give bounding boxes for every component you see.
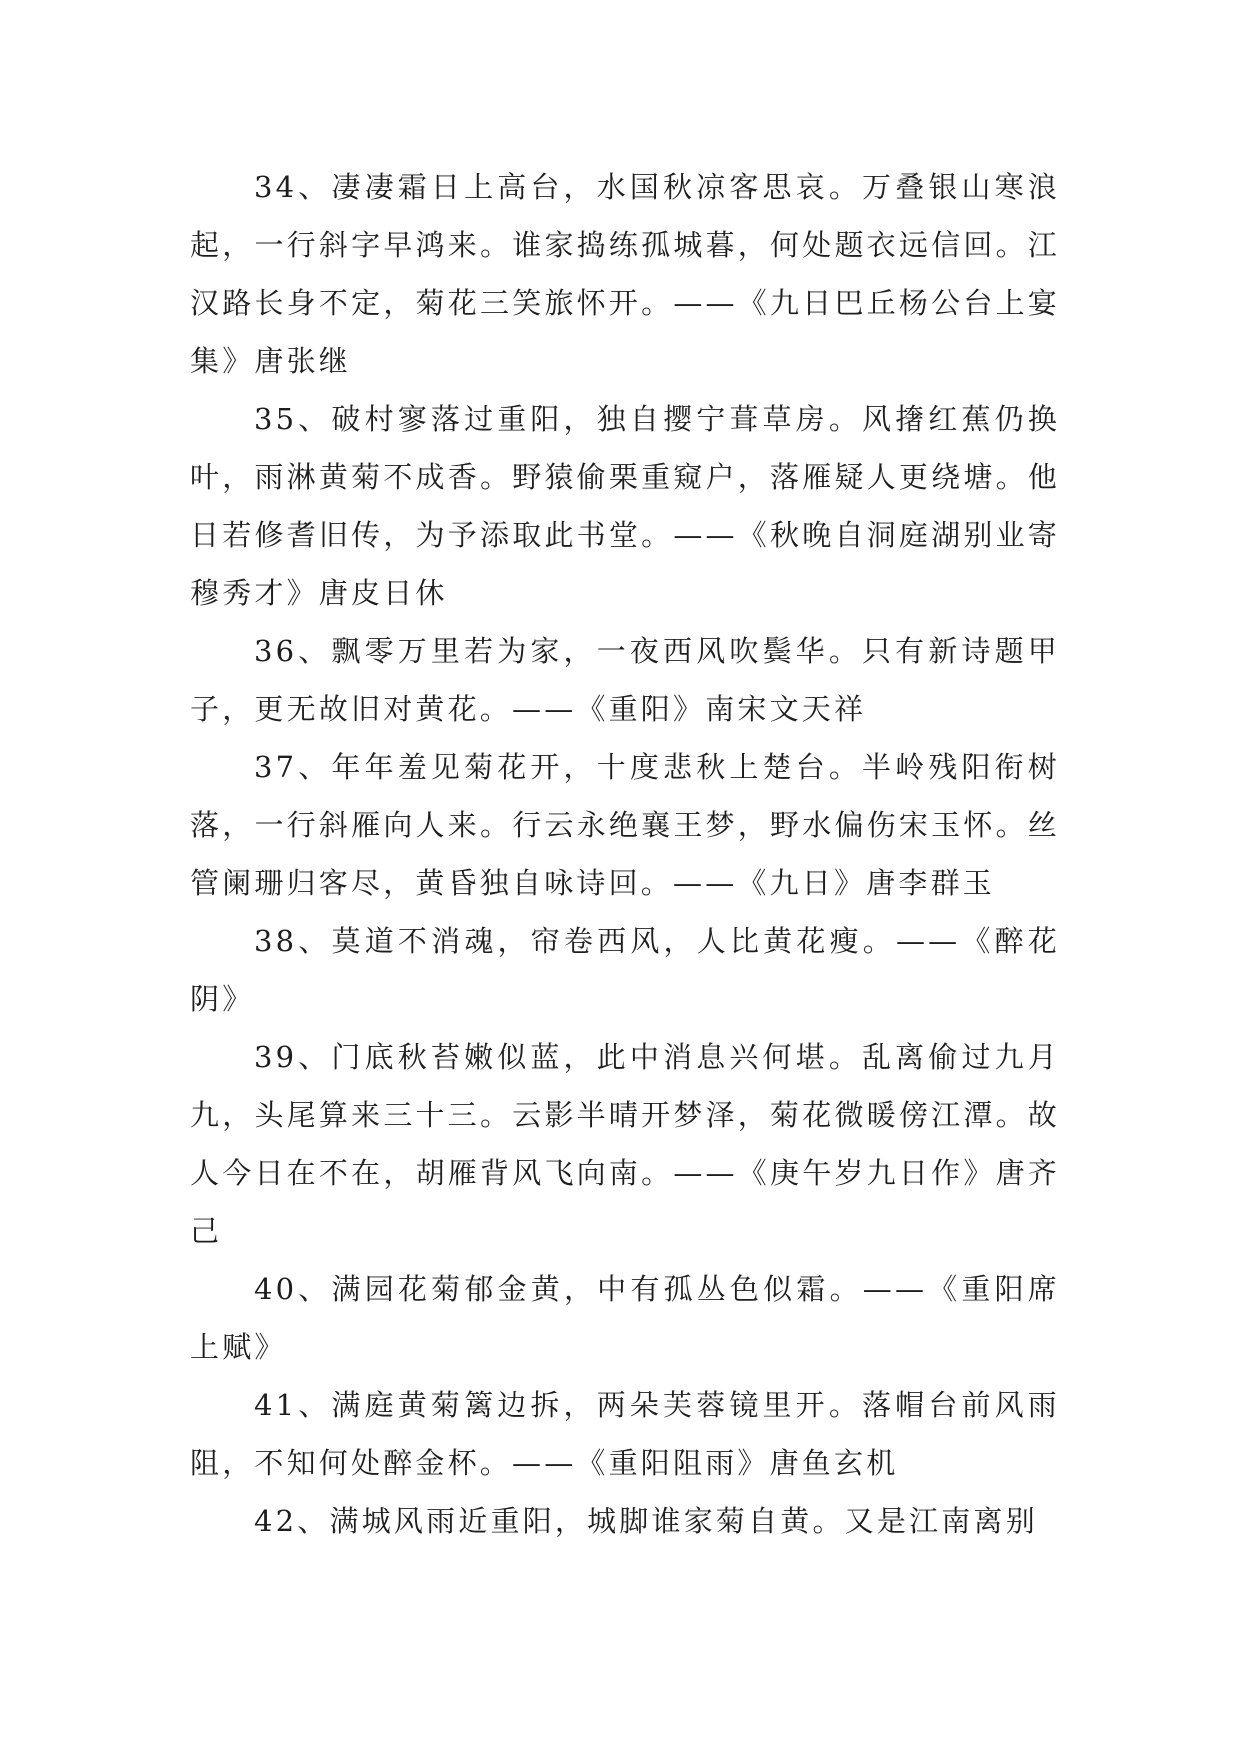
- poem-entry-40: 40、满园花菊郁金黄，中有孤丛色似霜。——《重阳席上赋》: [190, 1272, 1060, 1364]
- poem-entry-41: 41、满庭黄菊篱边拆，两朵芙蓉镜里开。落帽台前风雨阻，不知何处醉金杯。——《重阳阻雨》唐鱼玄机: [190, 1388, 1060, 1480]
- poem-entry-38: 38、莫道不消魂，帘卷西风，人比黄花瘦。——《醉花阴》: [190, 924, 1060, 1016]
- poem-entry-34: 34、凄凄霜日上高台，水国秋凉客思哀。万叠银山寒浪起，一行斜字早鸿来。谁家捣练孤城暮，何处题衣远信回。江汉路长身不定，菊花三笑旅怀开。——《九日巴丘杨公台上宴集》唐张继: [190, 170, 1060, 378]
- poem-entry-35: 35、破村寥落过重阳，独自撄宁葺草房。风撦红蕉仍换叶，雨淋黄菊不成香。野猿偷栗重窥户，落雁疑人更绕塘。他日若修耆旧传，为予添取此书堂。——《秋晚自洞庭湖别业寄穆秀才》唐皮日休: [190, 402, 1060, 610]
- poem-entry-39: 39、门底秋苔嫩似蓝，此中消息兴何堪。乱离偷过九月九，头尾算来三十三。云影半晴开梦泽，菊花微暖傍江潭。故人今日在不在，胡雁背风飞向南。——《庚午岁九日作》唐齐己: [190, 1040, 1060, 1248]
- poem-entry-36: 36、飘零万里若为家，一夜西风吹鬓华。只有新诗题甲子，更无故旧对黄花。——《重阳》南宋文天祥: [190, 634, 1060, 726]
- document-body: [190, 158, 1060, 1550]
- poem-entry-42: 42、满城风雨近重阳，城脚谁家菊自黄。又是江南离别: [254, 1504, 1038, 1538]
- poem-entry-37: 37、年年羞见菊花开，十度悲秋上楚台。半岭残阳衔树落，一行斜雁向人来。行云永绝襄王梦，野水偏伤宋玉怀。丝管阑珊归客尽，黄昏独自咏诗回。——《九日》唐李群玉: [190, 750, 1060, 900]
